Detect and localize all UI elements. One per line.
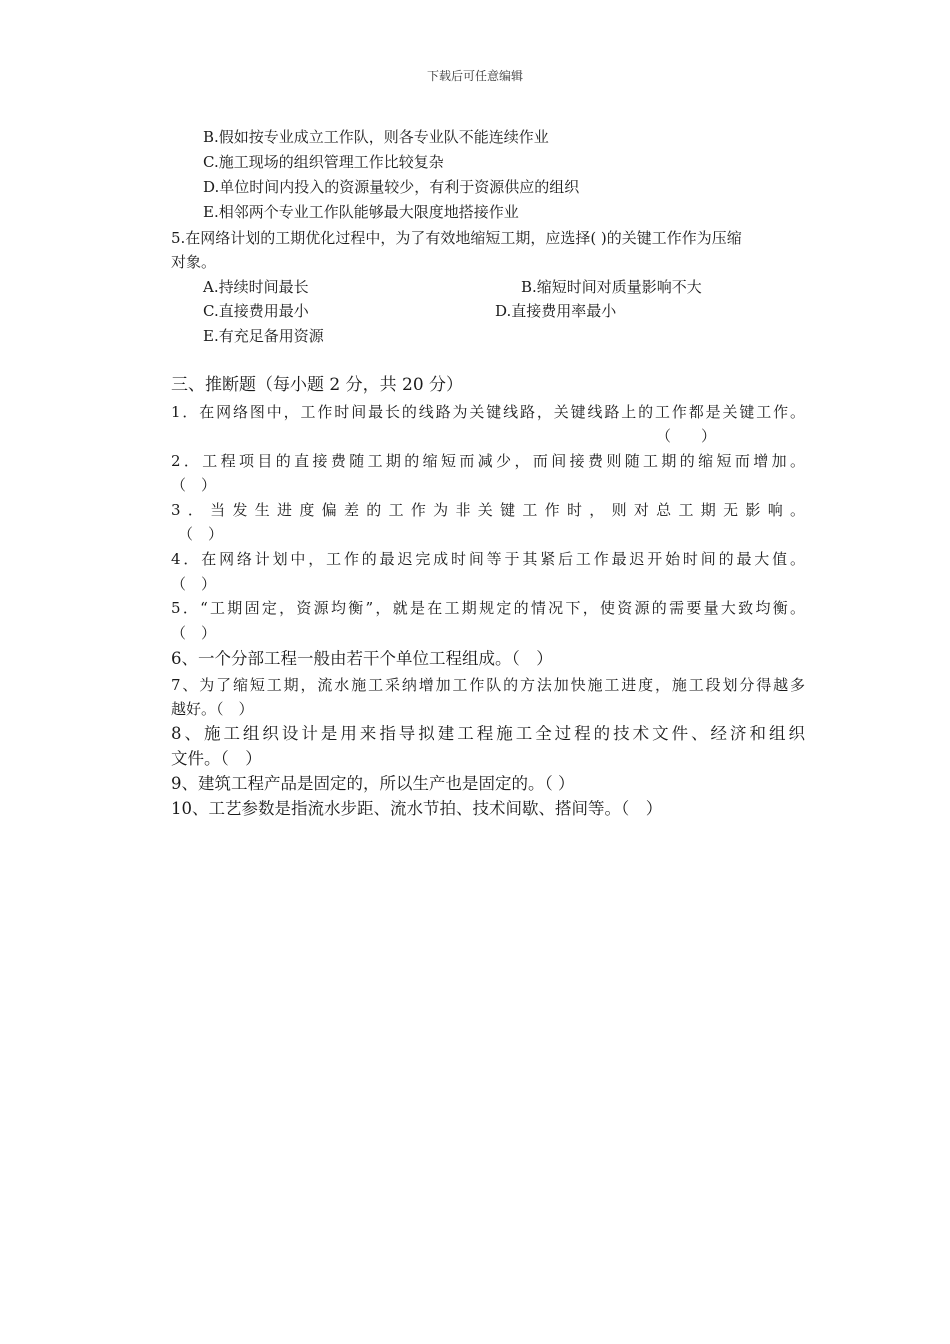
q5-option-a: A.持续时间最长 <box>203 278 309 296</box>
q5-text-line1: 5.在网络计划的工期优化过程中，为了有效地缩短工期，应选择( )的关键工作作为压缩 <box>171 229 742 247</box>
judge-item-5-answer: （ ） <box>171 624 217 642</box>
q4-option-b: B.假如按专业成立工作队，则各专业队不能连续作业 <box>203 128 549 146</box>
judge-item-1-line1: 1．在网络图中，工作时间最长的线路为关键线路，关键线路上的工作都是关键工作。 <box>171 403 805 421</box>
q5-text-line2: 对象。 <box>171 253 217 271</box>
judge-item-9: 9、建筑工程产品是固定的，所以生产也是固定的。（ ） <box>171 774 575 793</box>
section3-title: 三、推断题（每小题 2 分，共 20 分） <box>171 375 464 395</box>
judge-item-4-answer: （ ） <box>171 575 217 593</box>
judge-item-6: 6、一个分部工程一般由若干个单位工程组成。（ ） <box>171 649 553 668</box>
judge-item-2-line1: 2．工程项目的直接费随工期的缩短而减少，而间接费则随工期的缩短而增加。 <box>171 452 805 470</box>
q5-option-d: D.直接费用率最小 <box>495 302 617 320</box>
q4-option-c: C.施工现场的组织管理工作比较复杂 <box>203 153 444 171</box>
judge-item-7-line2: 越好。（ ） <box>171 700 254 718</box>
q4-option-e: E.相邻两个专业工作队能够最大限度地搭接作业 <box>203 203 519 221</box>
q4-option-d: D.单位时间内投入的资源量较少，有利于资源供应的组织 <box>203 178 580 196</box>
judge-item-10: 10、工艺参数是指流水步距、流水节拍、技术间歇、搭间等。（ ） <box>171 799 663 818</box>
judge-item-1-answer: （ ） <box>656 427 717 445</box>
q5-option-e: E.有充足备用资源 <box>203 327 324 345</box>
judge-item-8-line1: 8、施工组织设计是用来指导拟建工程施工全过程的技术文件、经济和组织 <box>171 724 805 743</box>
q5-option-c: C.直接费用最小 <box>203 302 309 320</box>
page-header: 下载后可任意编辑 <box>426 69 523 83</box>
judge-item-8-line2: 文件。（ ） <box>171 749 262 768</box>
q5-option-b: B.缩短时间对质量影响不大 <box>521 278 702 296</box>
judge-item-5-line1: 5．“工期固定，资源均衡”，就是在工期规定的情况下，使资源的需要量大致均衡。 <box>171 599 805 617</box>
judge-item-7-line1: 7、为了缩短工期，流水施工采纳增加工作队的方法加快施工进度，施工段划分得越多 <box>171 676 805 694</box>
judge-item-4-line1: 4．在网络计划中，工作的最迟完成时间等于其紧后工作最迟开始时间的最大值。 <box>171 550 805 568</box>
judge-item-3-line1: 3．当发生进度偏差的工作为非关键工作时，则对总工期无影响。 <box>171 501 805 519</box>
judge-item-2-answer: （ ） <box>171 476 217 494</box>
judge-item-3-answer: （ ） <box>178 525 224 543</box>
